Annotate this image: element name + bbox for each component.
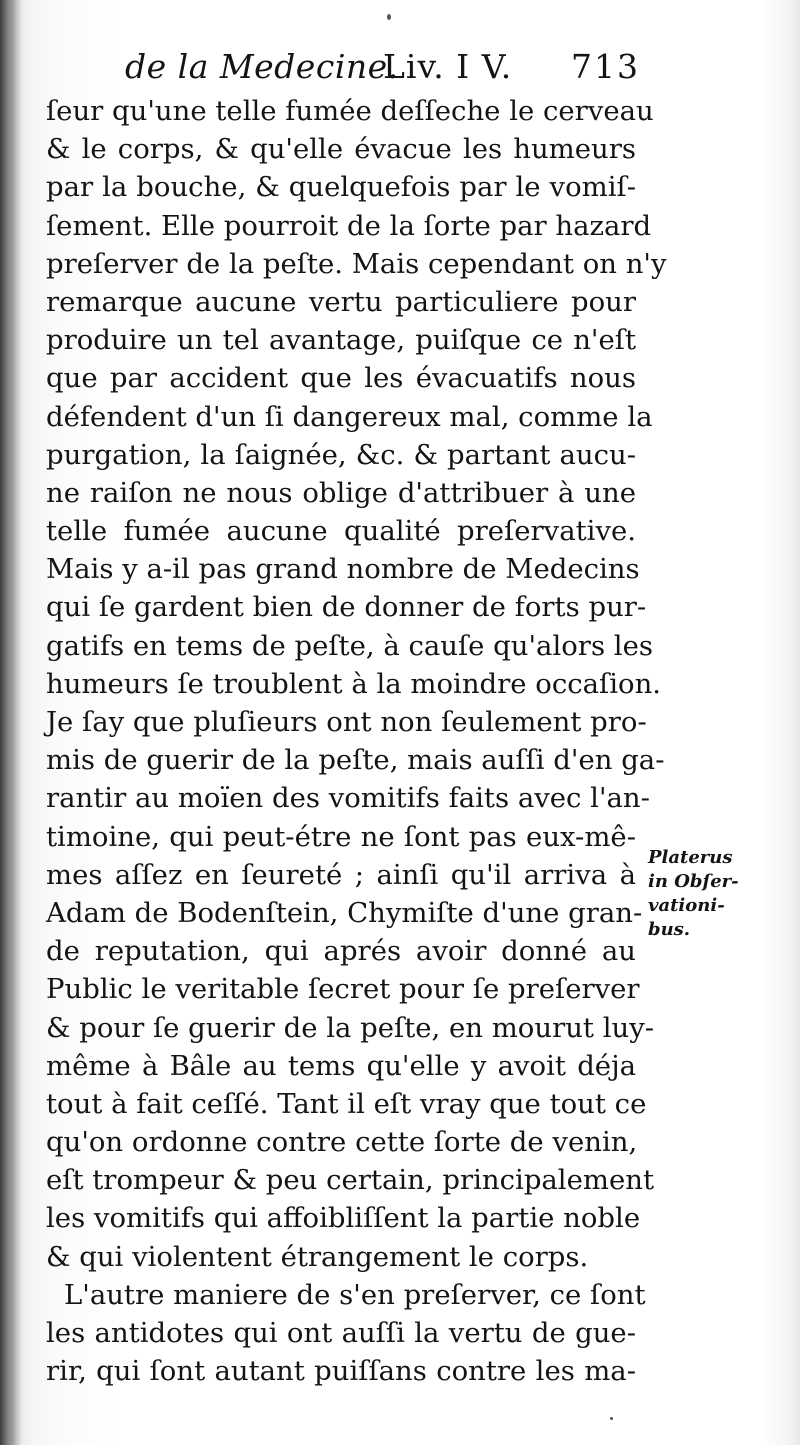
text-line: qui ſe gardent bien de donner de forts pur- <box>46 591 647 624</box>
running-head <box>125 44 655 90</box>
text-line: que par accident que les évacuatifs nous <box>46 362 636 395</box>
page-number: 713 <box>571 47 640 86</box>
text-line: humeurs ſe troublent à la moindre occaſion. <box>46 667 662 700</box>
text-line: telle fumée aucune qualité preſervative. <box>46 515 636 548</box>
text-line: Public le veritable ſecret pour ſe preſerver <box>46 973 640 1006</box>
margin-note-line: Platerus <box>648 847 733 868</box>
gutter-shadow <box>0 0 22 1445</box>
ink-speck <box>387 14 391 20</box>
text-line: purgation, la ſaignée, &c. & partant aucu- <box>46 438 636 471</box>
body-text <box>46 92 667 1390</box>
text-line: de reputation, qui aprés avoir donné au <box>46 935 636 968</box>
text-line: rantir au moïen des vomitifs faits avec l'an- <box>46 782 650 815</box>
text-line: par la bouche, & quelquefois par le vomiſ- <box>46 171 636 204</box>
text-line: Je ſay que pluſieurs ont non ſeulement pro- <box>46 706 647 738</box>
text-line: timoine, qui peut-étre ne ſont pas eux-mê- <box>46 820 636 853</box>
text-line: mis de guerir de la peſte, mais auſſi d'en ga- <box>46 744 665 777</box>
text-line: eſt trompeur & peu certain, principalement <box>46 1164 654 1197</box>
text-line: qu'on ordonne contre cette ſorte de venin, <box>46 1126 638 1159</box>
text-line: gatifs en tems de peſte, à cauſe qu'alors les <box>46 629 653 662</box>
text-line: même à Bâle au tems qu'elle y avoit déja <box>46 1049 636 1082</box>
text-line: L'autre maniere de s'en preſerver, ce ſont <box>64 1278 646 1311</box>
text-line: défendent d'un ſi dangereux mal, comme la <box>46 400 653 433</box>
margin-note-line: in Obſer- <box>648 871 739 892</box>
text-line: ſement. Elle pourroit de la ſorte par hazard <box>46 209 652 242</box>
text-line: tout à fait ceſſé. Tant il eſt vray que tout ce <box>46 1087 647 1120</box>
text-line: remarque aucune vertu particuliere pour <box>46 285 636 318</box>
running-head-title: de la Medecine. <box>125 47 399 86</box>
text-line: produire un tel avantage, puiſque ce n'eſt <box>46 324 636 357</box>
text-line: & le corps, & qu'elle évacue les humeurs <box>46 133 636 166</box>
running-head-book: Liv. I V. <box>383 47 513 86</box>
text-line: Mais y a-il pas grand nombre de Medecins <box>46 553 640 586</box>
margin-note-line: bus. <box>648 919 691 940</box>
text-line: mes aſſez en ſeureté ; ainſi qu'il arriva à <box>46 858 636 891</box>
text-line: ſeur qu'une telle fumée deſſeche le cerveau <box>46 95 654 127</box>
margin-note <box>648 846 758 942</box>
text-line: & pour ſe guerir de la peſte, en mourut luy- <box>46 1011 655 1044</box>
text-line: preſerver de la peſte. Mais cependant on n'y <box>46 247 667 280</box>
text-line: les vomitifs qui affoibliſſent la partie noble <box>46 1202 641 1235</box>
text-line: ne raiſon ne nous oblige d'attribuer à une <box>46 476 636 509</box>
text-line: les antidotes qui ont auſſi la vertu de gue- <box>46 1317 636 1349</box>
ink-speck <box>610 1417 613 1420</box>
text-line: & qui violentent étrangement le corps. <box>46 1240 589 1273</box>
text-line: Adam de Bodenſtein, Chymiſte d'une gran- <box>46 896 643 929</box>
text-line: rir, qui ſont autant puiſſans contre les ma- <box>46 1355 636 1388</box>
margin-note-line: vationi- <box>648 895 725 916</box>
